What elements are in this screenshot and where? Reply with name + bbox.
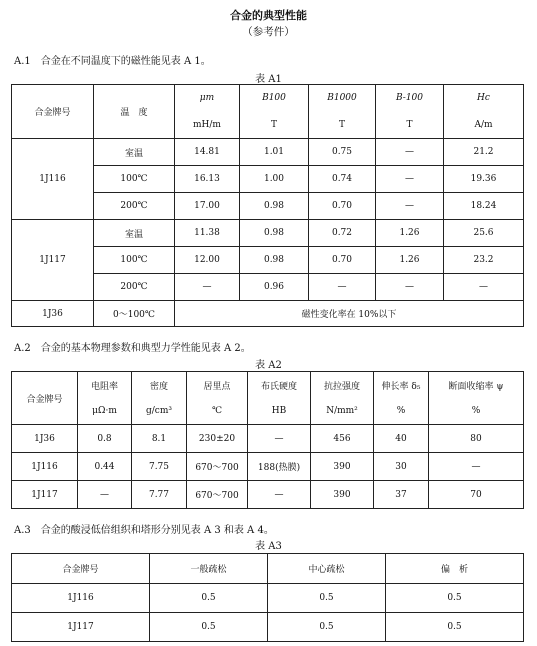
a1-cell: 0.70 (309, 247, 376, 274)
a1-grade: 1J116 (12, 139, 94, 220)
a3-cell: 0.5 (386, 584, 524, 613)
a1-cell: 12.00 (175, 247, 240, 274)
a2-head: 伸长率 δ₅ (374, 372, 429, 399)
a1-temp: 100℃ (94, 166, 175, 193)
table-row (12, 584, 524, 613)
a1-head-b1000: B1000 (309, 85, 376, 112)
a3-cell: 0.5 (150, 613, 268, 642)
a2-cell: — (78, 481, 132, 509)
a1-cell: 11.38 (175, 220, 240, 247)
section-a2-text: A.2 合金的基本物理参数和典型力学性能见表 A 2。 (14, 343, 251, 354)
a1-cell: 1.00 (240, 166, 309, 193)
a3-head: 偏 析 (386, 554, 524, 584)
a1-cell: 0.96 (240, 274, 309, 301)
a1-temp: 200℃ (94, 274, 175, 301)
a3-head: 一般疏松 (150, 554, 268, 584)
a2-cell: — (248, 425, 311, 453)
a1-temp: 室温 (94, 220, 175, 247)
table-row (12, 220, 524, 247)
a1-temp: 室温 (94, 139, 175, 166)
a1-cell: 0.72 (309, 220, 376, 247)
a1-cell: 23.2 (444, 247, 524, 274)
a2-cell: 230±20 (187, 425, 248, 453)
a2-unit: μΩ·m (78, 399, 132, 425)
a3-grade: 1J116 (12, 584, 150, 613)
a1-unit: mH/m (175, 112, 240, 139)
a1-cell: — (175, 274, 240, 301)
a2-unit: % (374, 399, 429, 425)
a1-cell: 0.74 (309, 166, 376, 193)
a1-head-bminus100: B-100 (376, 85, 444, 112)
section-a1-text: A.1 合金在不同温度下的磁性能见表 A 1。 (14, 56, 211, 67)
a2-cell: 0.8 (78, 425, 132, 453)
a3-cell: 0.5 (268, 584, 386, 613)
a1-cell: 25.6 (444, 220, 524, 247)
a2-cell: — (248, 481, 311, 509)
a1-grade: 1J36 (12, 301, 94, 327)
a1-cell: 0.70 (309, 193, 376, 220)
a2-cell: 456 (311, 425, 374, 453)
a1-cell: 0.98 (240, 193, 309, 220)
a2-cell: 670～700 (187, 481, 248, 509)
a1-head-mu: μm (175, 85, 240, 112)
a1-grade: 1J117 (12, 220, 94, 301)
a1-unit: T (376, 112, 444, 139)
a1-cell: 17.00 (175, 193, 240, 220)
a2-unit: HB (248, 399, 311, 425)
a1-cell: — (376, 166, 444, 193)
a2-cell: — (429, 453, 524, 481)
a1-cell: 1.26 (376, 247, 444, 274)
a1-head-temp: 温 度 (94, 85, 175, 139)
a1-temp: 100℃ (94, 247, 175, 274)
a1-cell: — (309, 274, 376, 301)
a1-cell: 1.01 (240, 139, 309, 166)
a1-cell: 14.81 (175, 139, 240, 166)
a2-cell: 0.44 (78, 453, 132, 481)
a2-cell: 670～700 (187, 453, 248, 481)
a2-cell: 70 (429, 481, 524, 509)
a2-cell: 390 (311, 481, 374, 509)
a2-head: 断面收缩率 ψ (429, 372, 524, 399)
table-a2 (11, 371, 524, 509)
a2-cell: 40 (374, 425, 429, 453)
a1-cell: 0.98 (240, 220, 309, 247)
a1-unit: T (309, 112, 376, 139)
table-a1 (11, 84, 524, 327)
a3-cell: 0.5 (268, 613, 386, 642)
a1-cell: 16.13 (175, 166, 240, 193)
a1-head-hc: Hc (444, 85, 524, 112)
a2-unit: % (429, 399, 524, 425)
a2-grade: 1J116 (12, 453, 78, 481)
table-a1-caption: 表 A1 (255, 74, 282, 85)
table-a2-caption: 表 A2 (255, 360, 282, 371)
table-row (12, 301, 524, 327)
a1-cell: 21.2 (444, 139, 524, 166)
a1-cell: — (376, 274, 444, 301)
a1-cell: 1.26 (376, 220, 444, 247)
a2-head: 电阻率 (78, 372, 132, 399)
table-row (12, 425, 524, 453)
a3-grade: 1J117 (12, 613, 150, 642)
table-a3-caption: 表 A3 (255, 541, 282, 552)
a1-unit: T (240, 112, 309, 139)
a2-unit: g/cm³ (132, 399, 187, 425)
a3-head: 合金牌号 (12, 554, 150, 584)
a1-cell: 0.75 (309, 139, 376, 166)
a3-head: 中心疏松 (268, 554, 386, 584)
a2-head: 布氏硬度 (248, 372, 311, 399)
a2-head: 居里点 (187, 372, 248, 399)
a2-cell: 7.77 (132, 481, 187, 509)
a1-cell: — (376, 193, 444, 220)
a1-cell: 18.24 (444, 193, 524, 220)
page-title: 合金的典型性能 (230, 9, 307, 22)
a1-cell: — (444, 274, 524, 301)
a2-cell: 37 (374, 481, 429, 509)
a1-note: 磁性变化率在 10%以下 (175, 301, 524, 327)
a1-unit: A/m (444, 112, 524, 139)
a1-temp: 200℃ (94, 193, 175, 220)
a1-temp: 0～100℃ (94, 301, 175, 327)
a1-head-grade: 合金牌号 (12, 85, 94, 139)
a1-cell: — (376, 139, 444, 166)
a2-cell: 188(热膜) (248, 453, 311, 481)
table-a3 (11, 553, 524, 642)
a2-cell: 390 (311, 453, 374, 481)
a2-grade: 1J117 (12, 481, 78, 509)
a2-unit: ℃ (187, 399, 248, 425)
a1-head-b100: B100 (240, 85, 309, 112)
a1-cell: 19.36 (444, 166, 524, 193)
section-a3-text: A.3 合金的酸浸低倍组织和塔形分别见表 A 3 和表 A 4。 (14, 525, 274, 536)
table-row (12, 613, 524, 642)
a3-cell: 0.5 (150, 584, 268, 613)
a2-grade: 1J36 (12, 425, 78, 453)
table-row (12, 139, 524, 166)
a2-unit: N/mm² (311, 399, 374, 425)
a2-head-grade: 合金牌号 (12, 372, 78, 425)
page-subtitle: （参考件） (242, 26, 295, 38)
a3-cell: 0.5 (386, 613, 524, 642)
table-row (12, 453, 524, 481)
table-row (12, 481, 524, 509)
a2-head: 抗拉强度 (311, 372, 374, 399)
a1-cell: 0.98 (240, 247, 309, 274)
a2-cell: 8.1 (132, 425, 187, 453)
a2-head: 密度 (132, 372, 187, 399)
a2-cell: 80 (429, 425, 524, 453)
a2-cell: 30 (374, 453, 429, 481)
a2-cell: 7.75 (132, 453, 187, 481)
